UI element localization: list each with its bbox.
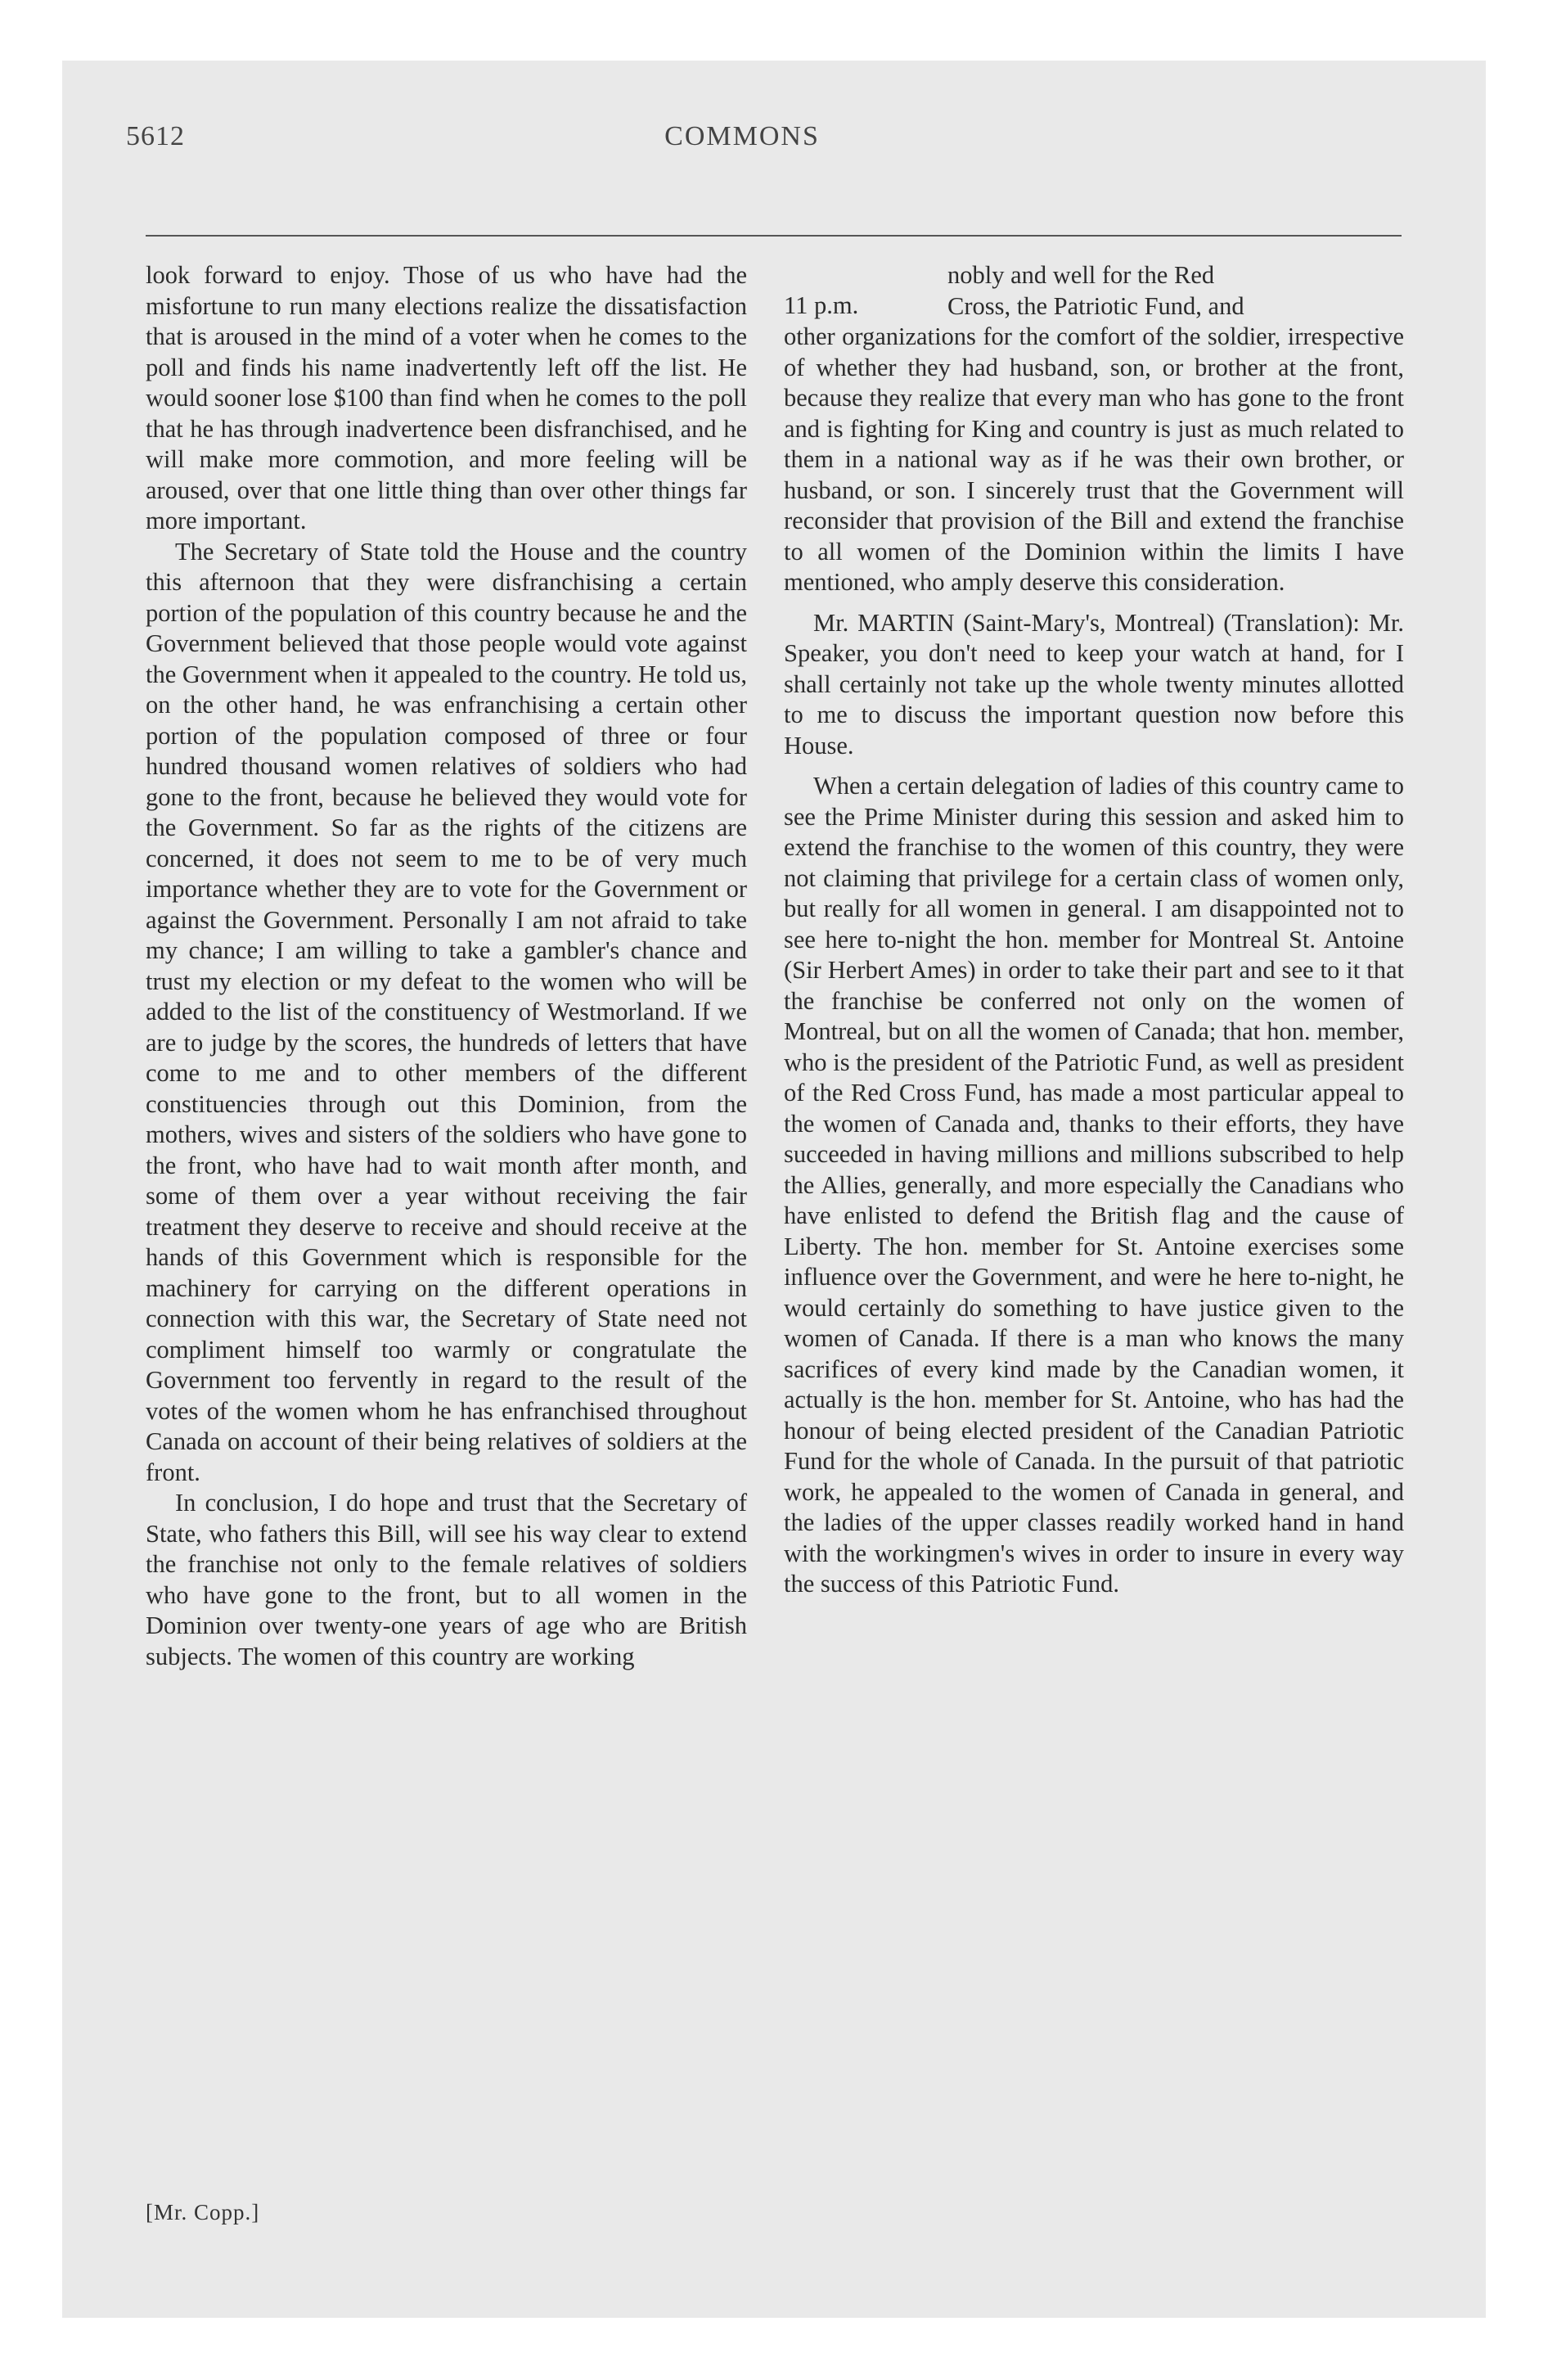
header-rule xyxy=(146,235,1402,237)
page-header xyxy=(83,121,1401,170)
left-paragraph-2: The Secretary of State told the House and the country this afternoon that they were disfranchising a certain portion of the population of this country because he and the Government believed that those people would vote against the Government when it appealed to the country. He told us, on the other hand, he was enfranchising a certain other portion of the population composed of three or four hundred thousand women relatives of soldiers who had gone to the front, because he believed they would vote for the Government. So far as the rights of the citizens are concerned, it does not seem to me to be of very much importance whether they are to vote for the Government or against the Government. Personally I am not afraid to take my chance; I am willing to take a gambler's chance and trust my election or my defeat to the women who will be added to the list of the constituency of Westmorland. If we are to judge by the scores, the hundreds of letters that have come to me and to other members of the different constituencies through out this Dominion, from the mothers, wives and sisters of the soldiers who have gone to the front, who have had to wait month after month, and some of them over a year without receiving the fair treatment they deserve to receive and should receive at the hands of this Government which is responsible for the machinery for carrying on the different operations in connection with this war, the Secretary of State need not compliment himself too warmly or congratulate the Government too fervently in regard to the result of the votes of the women whom he has enfranchised throughout Canada on account of their being relatives of soldiers at the front. xyxy=(146,537,747,1486)
right-paragraph-1-line-2: Cross, the Patriotic Fund, and xyxy=(947,291,1244,320)
left-column xyxy=(146,260,747,1672)
speaker-reference: [Mr. Copp.] xyxy=(146,2200,260,2224)
page-number: 5612 xyxy=(126,121,185,151)
left-paragraph-3: In conclusion, I do hope and trust that the Secretary of State, who fathers this Bill, will see his way clear to extend the franchise not only to the female relatives of soldiers who have gone to the front, but to all women in the Dominion over twenty-one years of age who are British subjects. The women of this country are working xyxy=(146,1489,747,1670)
margin-time-stamp: 11 p.m. xyxy=(784,291,859,319)
right-paragraph-3: When a certain delegation of ladies of this country came to see the Prime Minister during this session and asked him to extend the franchise to the women of this country, they were not claiming that privilege for a certain class of women only, but really for all women in general. I am disappointed not to see here to-night the hon. member for Montreal St. Antoine (Sir Herbert Ames) in order to take their part and see to it that the franchise be conferred not only on the women of Montreal, but on all the women of Canada; that hon. member, who is the president of the Patriotic Fund, as well as president of the Red Cross Fund, has made a most particular appeal to the women of Canada and, thanks to their efforts, they have succeeded in having millions and millions subscribed to help the Allies, generally, and more especially the Canadians who have enlisted to defend the British flag and the cause of Liberty. The hon. member for St. Antoine exercises some influence over the Government, and were he here to-night, he would certainly do something to have justice given to the women of Canada. If there is a man who knows the many sacrifices of every kind made by the Canadian women, it actually is the hon. member for St. Antoine, who has had the honour of being elected president of the Canadian Patriotic Fund for the whole of Canada. In the pursuit of that patriotic work, he appealed to the women of Canada in general, and the ladies of the upper classes readily worked hand in hand with the workingmen's wives in order to insure in every way the success of this Patriotic Fund. xyxy=(784,772,1404,1598)
right-paragraph-1 xyxy=(784,260,1404,598)
right-paragraph-1-line-1: nobly and well for the Red xyxy=(947,261,1215,289)
right-paragraph-2: Mr. MARTIN (Saint-Mary's, Montreal) (Translation): Mr. Speaker, you don't need to keep your watch at hand, for I shall certainly not take up the whole twenty minutes allotted to me to discuss the important question now before this House. xyxy=(784,608,1404,760)
right-column xyxy=(784,260,1404,1600)
left-paragraph-1: look forward to enjoy. Those of us who have had the misfortune to run many elections realize the dissatisfaction that is aroused in the mind of a voter when he comes to the poll and finds his name inadvertently left off the list. He would sooner lose $100 than find when he comes to the poll that he has through inadvertence been disfranchised, and he will make more commotion, and more feeling will be aroused, over that one little thing than over other things far more important. xyxy=(146,261,747,534)
right-paragraph-1-rest: other organizations for the comfort of the soldier, irrespective of whether they had husband, son, or brother at the front, because they realize that every man who has gone to the front and is fighting for King and country is just as much related to them in a national way as if he was their own brother, or husband, or son. I sincerely trust that the Government will reconsider that provision of the Bill and extend the franchise to all women of the Dominion within the limits I have mentioned, who amply deserve this consideration. xyxy=(784,322,1404,596)
running-title: COMMONS xyxy=(664,121,820,151)
